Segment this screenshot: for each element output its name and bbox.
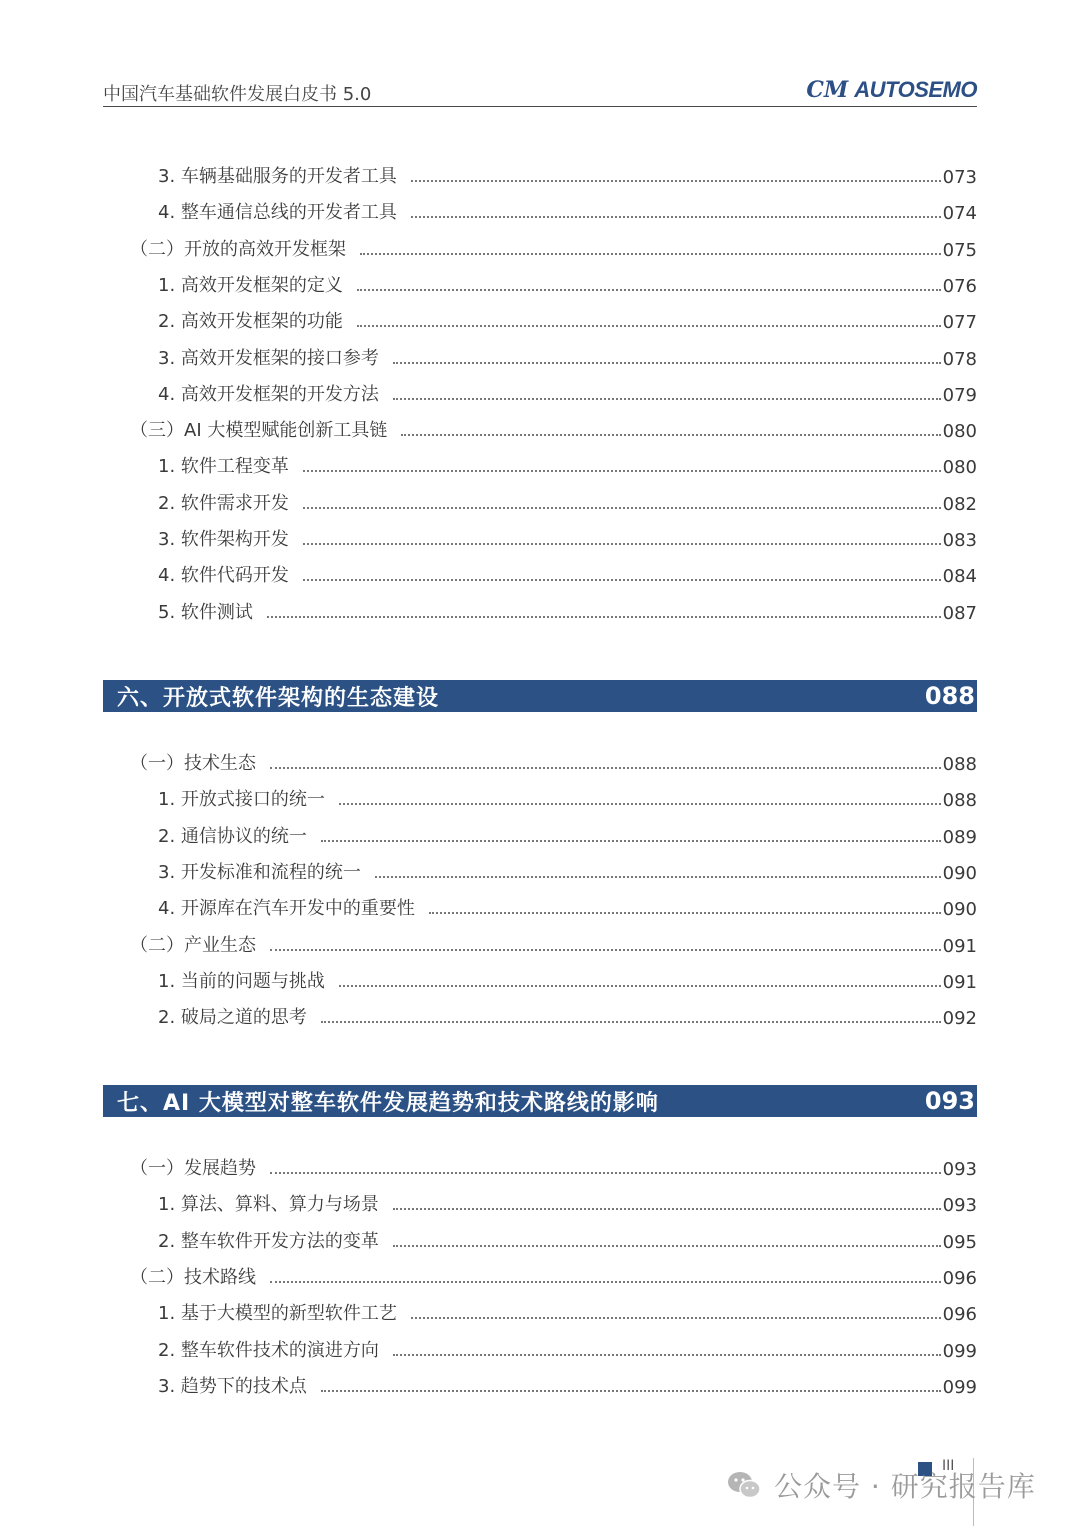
toc-entry-page: 082: [942, 493, 977, 515]
toc-leader-dots: [393, 1208, 941, 1210]
logo-text: AUTOSEMO: [854, 77, 977, 102]
toc-entry[interactable]: [158, 999, 977, 1029]
toc-entry-page: 099: [942, 1376, 977, 1398]
toc-entry[interactable]: [158, 158, 977, 188]
toc-entry-label: 1. 基于大模型的新型软件工艺: [158, 1303, 397, 1325]
toc-entry-label: （一）发展趋势: [130, 1158, 256, 1179]
toc-entry[interactable]: [158, 303, 977, 333]
toc-entry[interactable]: [158, 267, 977, 297]
toc-entry-page: 077: [942, 312, 977, 334]
toc-entry-page: 083: [942, 530, 977, 551]
toc-entry[interactable]: [158, 594, 977, 624]
toc-entry-label: 2. 软件需求开发: [158, 492, 289, 514]
toc-entry-page: 096: [942, 1267, 977, 1289]
toc-entry-label: 3. 开发标准和流程的统一: [158, 861, 361, 883]
toc-entry-label: 5. 软件测试: [158, 601, 253, 623]
toc-entry[interactable]: [158, 1186, 977, 1216]
toc-entry[interactable]: [158, 448, 977, 478]
section-heading-6[interactable]: [103, 680, 977, 712]
toc-entry[interactable]: [130, 745, 977, 775]
toc-entry-page: 093: [942, 1159, 977, 1180]
watermark-text: 公众号 · 研究报告库: [774, 1470, 1036, 1503]
toc-leader-dots: [393, 398, 941, 400]
toc-entry-page: 092: [942, 1008, 977, 1030]
toc-entry-label: 1. 当前的问题与挑战: [158, 970, 325, 992]
toc-entry-label: 2. 整车软件开发方法的变革: [158, 1230, 379, 1252]
toc-entry-label: 2. 破局之道的思考: [158, 1007, 307, 1029]
toc-entry-page: 087: [942, 602, 977, 624]
section-page: 093: [924, 1087, 975, 1115]
toc-entry-page: 088: [942, 790, 977, 812]
toc-entry[interactable]: [130, 231, 977, 261]
toc-entry-page: 079: [942, 384, 977, 406]
toc-entry[interactable]: [158, 1223, 977, 1253]
toc-entry-label: 3. 车辆基础服务的开发者工具: [158, 166, 397, 187]
toc-entry[interactable]: [158, 854, 977, 884]
autosemo-logo: [806, 76, 977, 104]
toc-entry[interactable]: [158, 376, 977, 406]
toc-entry-page: 099: [942, 1340, 977, 1362]
toc-entry-page: 095: [942, 1231, 977, 1253]
toc-entry-label: 4. 整车通信总线的开发者工具: [158, 202, 397, 224]
page-number: III: [942, 1458, 955, 1474]
toc-entry-page: 091: [942, 935, 977, 957]
toc-entry-label: 4. 软件代码开发: [158, 565, 289, 587]
toc-entry[interactable]: [158, 194, 977, 224]
toc-leader-dots: [303, 579, 941, 581]
toc-entry-label: 1. 高效开发框架的定义: [158, 274, 343, 296]
toc-entry-label: 2. 通信协议的统一: [158, 825, 307, 847]
toc-entry-label: 4. 开源库在汽车开发中的重要性: [158, 898, 415, 920]
toc-leader-dots: [401, 434, 940, 436]
toc-leader-dots: [357, 289, 941, 291]
toc-leader-dots: [339, 985, 941, 987]
toc-entry[interactable]: [158, 340, 977, 370]
toc-entry-label: 3. 软件架构开发: [158, 529, 289, 550]
toc-entry[interactable]: [158, 557, 977, 587]
toc-entry-page: 093: [942, 1195, 977, 1217]
toc-leader-dots: [339, 803, 941, 805]
toc-leader-dots: [270, 1281, 941, 1283]
section-heading-7[interactable]: [103, 1085, 977, 1117]
toc-entry-page: 084: [942, 566, 977, 588]
toc-entry-page: 090: [942, 899, 977, 921]
toc-entry-page: 080: [942, 457, 977, 479]
toc-entry[interactable]: [158, 521, 977, 551]
toc-entry-page: 078: [942, 348, 977, 370]
toc-entry[interactable]: [158, 890, 977, 920]
section-title: 六、开放式软件架构的生态建设: [117, 685, 440, 711]
toc-entry-label: 1. 软件工程变革: [158, 456, 289, 478]
toc-entry-label: 1. 开放式接口的统一: [158, 789, 325, 811]
toc-leader-dots: [393, 1245, 941, 1247]
toc-leader-dots: [303, 470, 941, 472]
toc-entry-label: （二）技术路线: [130, 1266, 256, 1288]
toc-entry[interactable]: [130, 927, 977, 957]
toc-entry-label: 2. 高效开发框架的功能: [158, 311, 343, 333]
toc-leader-dots: [360, 253, 941, 255]
toc-leader-dots: [270, 949, 941, 951]
toc-entry-label: （二）产业生态: [130, 934, 256, 956]
toc-leader-dots: [393, 1354, 941, 1356]
section-title: 七、AI 大模型对整车软件发展趋势和技术路线的影响: [117, 1090, 659, 1116]
wechat-icon: [726, 1470, 762, 1500]
toc-entry[interactable]: [130, 412, 977, 442]
toc-entry-label: 3. 趋势下的技术点: [158, 1375, 307, 1397]
toc-entry-page: 088: [942, 754, 977, 775]
toc-entry[interactable]: [158, 818, 977, 848]
toc-entry[interactable]: [158, 963, 977, 993]
toc-leader-dots: [267, 616, 941, 618]
toc-entry-page: 090: [942, 862, 977, 884]
toc-entry-page: 091: [942, 971, 977, 993]
toc-leader-dots: [321, 840, 941, 842]
toc-leader-dots: [411, 216, 941, 218]
toc-entry-label: （一）技术生态: [130, 753, 256, 774]
toc-leader-dots: [411, 1317, 941, 1319]
toc-entry-label: 4. 高效开发框架的开发方法: [158, 383, 379, 405]
toc-entry-label: 2. 整车软件技术的演进方向: [158, 1339, 379, 1361]
toc-entry[interactable]: [130, 1259, 977, 1289]
toc-entry-page: 073: [942, 167, 977, 188]
toc-entry-page: 076: [942, 275, 977, 297]
toc-entry-page: 074: [942, 203, 977, 225]
toc-entry[interactable]: [158, 1332, 977, 1362]
toc-leader-dots: [429, 912, 941, 914]
toc-leader-dots: [303, 507, 941, 509]
header-divider: [103, 106, 977, 107]
toc-entry-label: （二）开放的高效开发框架: [130, 238, 346, 260]
toc-leader-dots: [321, 1021, 941, 1023]
toc-leader-dots: [303, 543, 941, 545]
toc-entry-page: 080: [942, 421, 977, 443]
toc-entry-page: 089: [942, 826, 977, 848]
toc-leader-dots: [375, 876, 941, 878]
document-title: 中国汽车基础软件发展白皮书 5.0: [103, 84, 372, 105]
toc-entry[interactable]: [158, 485, 977, 515]
page-header: [103, 70, 977, 106]
toc-leader-dots: [411, 180, 941, 182]
toc-entry-label: 3. 高效开发框架的接口参考: [158, 347, 379, 369]
watermark: [726, 1465, 1036, 1505]
toc-entry[interactable]: [130, 1150, 977, 1180]
toc-entry[interactable]: [158, 1368, 977, 1398]
toc-leader-dots: [270, 1172, 941, 1174]
toc-entry-label: 1. 算法、算料、算力与场景: [158, 1194, 379, 1216]
toc-leader-dots: [321, 1390, 941, 1392]
toc-entry[interactable]: [158, 781, 977, 811]
toc-entry-page: 096: [942, 1304, 977, 1326]
toc-entry[interactable]: [158, 1295, 977, 1325]
logo-mark: CM: [806, 77, 849, 103]
toc-leader-dots: [357, 325, 941, 327]
toc-leader-dots: [393, 362, 941, 364]
toc-entry-page: 075: [942, 239, 977, 261]
toc-entry-label: （三）AI 大模型赋能创新工具链: [130, 420, 388, 442]
section-page: 088: [924, 682, 975, 710]
toc-leader-dots: [270, 767, 941, 769]
